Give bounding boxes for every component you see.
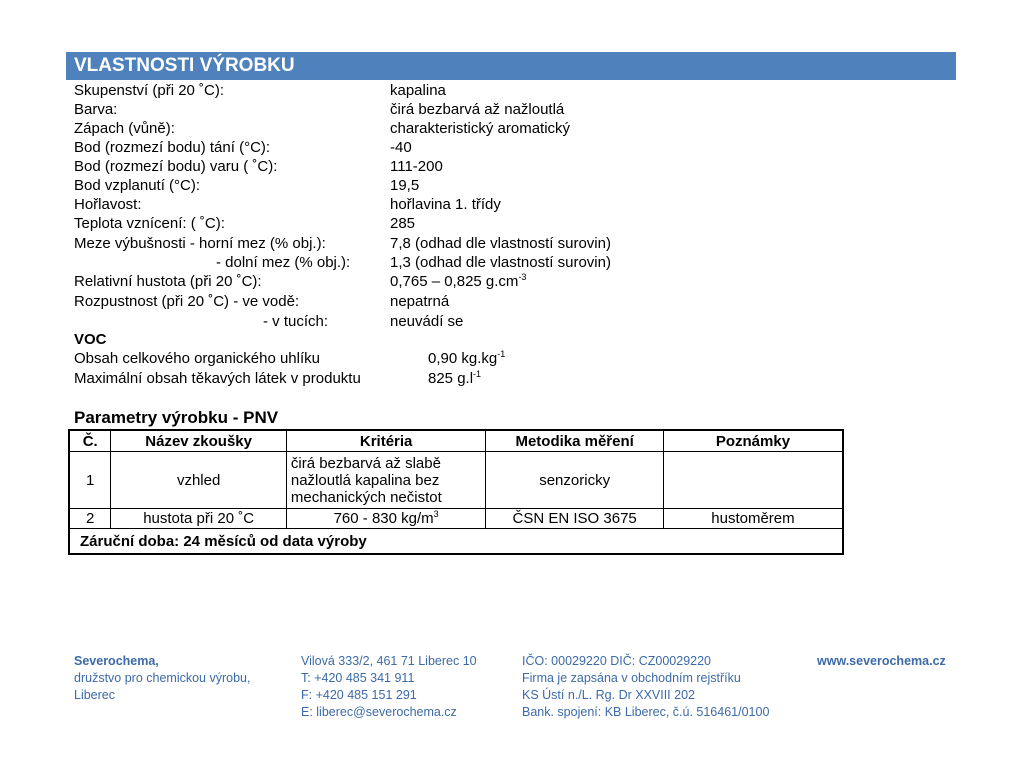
params-table — [68, 429, 844, 555]
website-link[interactable]: www.severochema.cz — [817, 654, 946, 668]
note — [663, 452, 843, 509]
criteria-line: čirá bezbarvá až slabě — [290, 454, 441, 472]
property-label: Relativní hustota (při 20 ˚C): — [74, 273, 262, 290]
test-name: vzhled — [111, 452, 286, 509]
method: ČSN EN ISO 3675 — [486, 509, 664, 529]
property-value: 7,8 (odhad dle vlastností surovin) — [390, 235, 611, 252]
criteria — [286, 452, 486, 509]
property-label: Hořlavost: — [74, 196, 142, 213]
property-label: Barva: — [74, 101, 118, 118]
criteria-line: mechanických nečistot — [290, 488, 442, 506]
registry-line: Firma je zapsána v obchodním rejstříku — [522, 671, 741, 685]
property-value: nepatrná — [390, 293, 450, 310]
company-ids: IČO: 00029220 DIČ: CZ00029220 — [522, 654, 712, 668]
property-label: Bod (rozmezí bodu) tání (°C): — [74, 139, 271, 156]
value-text: 0,765 – 0,825 g.cm — [390, 273, 519, 290]
property-label: - dolní mez (% obj.): — [216, 254, 351, 271]
value-superscript: -1 — [473, 369, 482, 379]
table-header-row — [69, 430, 843, 452]
property-label: Zápach (vůně): — [74, 120, 175, 137]
property-value: 285 — [390, 215, 416, 232]
property-label: Bod (rozmezí bodu) varu ( ˚C): — [74, 158, 278, 175]
column-header: Poznámky — [663, 430, 843, 452]
criteria-line: nažloutlá kapalina bez — [290, 471, 440, 489]
value-text: 825 g.l — [428, 370, 474, 387]
table-row — [69, 452, 843, 509]
property-value: čirá bezbarvá až nažloutlá — [390, 101, 565, 118]
value-text: 0,90 kg.kg — [428, 350, 498, 367]
property-label: Meze výbušnosti - horní mez (% obj.): — [74, 235, 326, 252]
property-label: Rozpustnost (při 20 ˚C) - ve vodě: — [74, 293, 300, 310]
value-superscript: -1 — [497, 349, 506, 359]
property-value: 111-200 — [390, 158, 443, 175]
address: Vilová 333/2, 461 71 Liberec 10 — [301, 654, 477, 668]
property-label: Bod vzplanutí (°C): — [74, 177, 201, 194]
property-value: 1,3 (odhad dle vlastností surovin) — [390, 254, 611, 271]
property-value: -40 — [390, 139, 412, 156]
row-number: 2 — [69, 509, 111, 529]
table-row — [69, 509, 843, 529]
method: senzoricky — [486, 452, 664, 509]
criteria — [286, 509, 486, 529]
criteria-superscript: 3 — [433, 509, 439, 519]
test-name: hustota při 20 ˚C — [111, 509, 286, 529]
column-header: Název zkoušky — [111, 430, 286, 452]
property-value: hořlavina 1. třídy — [390, 196, 501, 213]
column-header: Kritéria — [286, 430, 486, 452]
bank-info: Bank. spojení: KB Liberec, č.ú. 516461/0100 — [522, 705, 770, 719]
column-header: Č. — [69, 430, 111, 452]
company-description: družstvo pro chemickou výrobu, — [74, 671, 251, 685]
property-value: 19,5 — [390, 177, 420, 194]
company-city: Liberec — [74, 688, 115, 702]
criteria-text: 760 - 830 kg/m — [333, 510, 434, 527]
property-value: neuvádí se — [390, 313, 464, 330]
voc-label: Maximální obsah těkavých látek v produktu — [74, 370, 361, 387]
property-label: Teplota vznícení: ( ˚C): — [74, 215, 225, 232]
warranty-text: Záruční doba: 24 měsíců od data výroby — [69, 529, 843, 555]
section-title: VLASTNOSTI VÝROBKU — [66, 52, 956, 80]
voc-value — [428, 350, 505, 367]
warranty-row — [69, 529, 843, 555]
note: hustoměrem — [663, 509, 843, 529]
property-label: - v tucích: — [263, 313, 329, 330]
value-superscript: -3 — [518, 272, 527, 282]
voc-label: Obsah celkového organického uhlíku — [74, 350, 320, 367]
fax: F: +420 485 151 291 — [301, 688, 417, 702]
property-value — [390, 272, 526, 291]
property-value: kapalina — [390, 82, 446, 99]
registry-line: KS Ústí n./L. Rg. Dr XXVIII 202 — [522, 688, 695, 702]
voc-value — [428, 370, 481, 387]
email-link[interactable]: E: liberec@severochema.cz — [301, 705, 457, 719]
column-header: Metodika měření — [486, 430, 664, 452]
property-label: Skupenství (při 20 ˚C): — [74, 82, 225, 99]
company-name: Severochema, — [74, 654, 159, 668]
voc-title: VOC — [74, 331, 107, 348]
property-value: charakteristický aromatický — [390, 120, 571, 137]
phone: T: +420 485 341 911 — [301, 671, 415, 685]
row-number: 1 — [69, 452, 111, 509]
params-title: Parametry výrobku - PNV — [74, 408, 279, 427]
